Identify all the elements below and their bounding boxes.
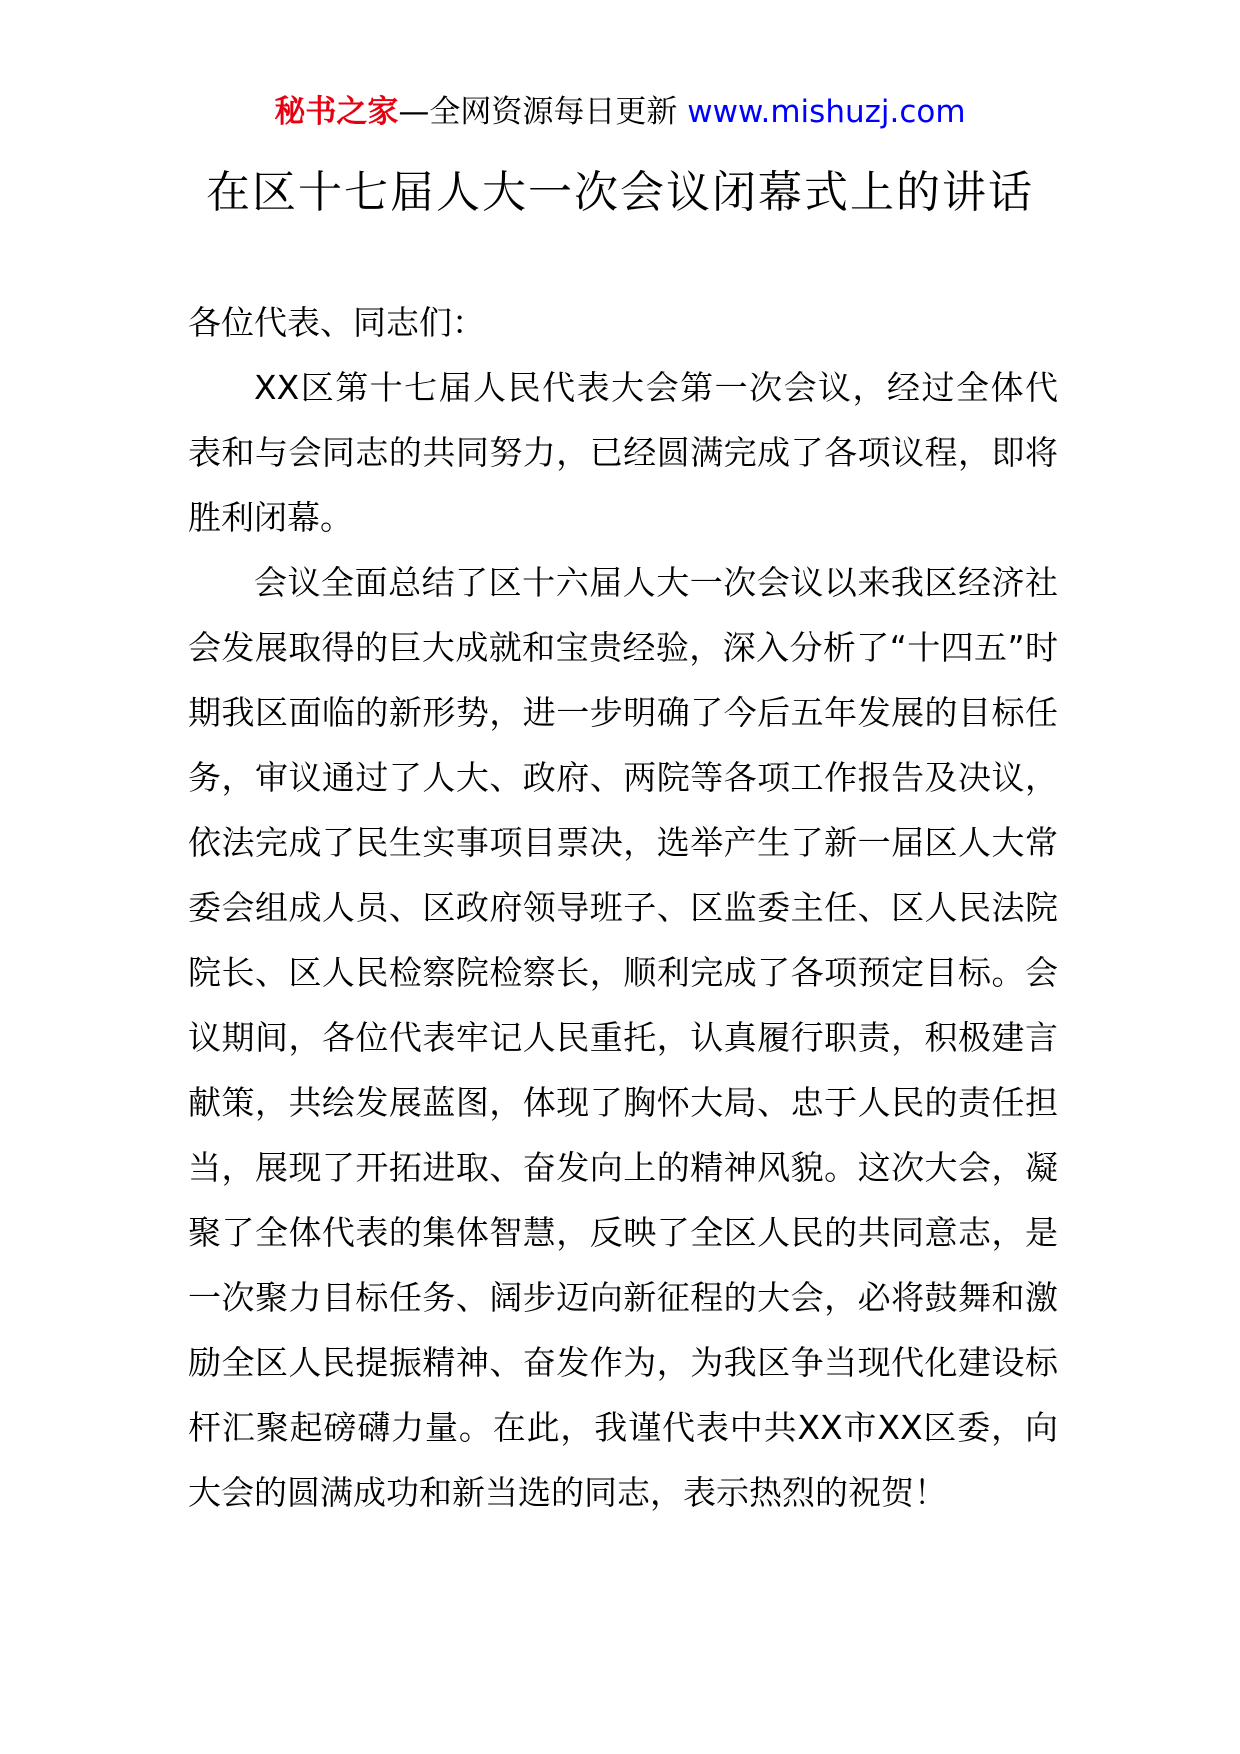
paragraph-2: 会议全面总结了区十六届人大一次会议以来我区经济社会发展取得的巨大成就和宝贵经验，深入分析了“十四五”时期我区面临的新形势，进一步明确了今后五年发展的目标任务，审议通过了人大、政府、两院等各项工作报告及决议，依法完成了民生实事项目票决，选举产生了新一届区人大常委会组成人员、区政府领导班子、区监委主任、区人民法院院长、区人民检察院检察长，顺利完成了各项预定目标。会议期间，各位代表牢记人民重托，认真履行职责，积极建言献策，共绘发展蓝图，体现了胸怀大局、忠于人民的责任担当，展现了开拓进取、奋发向上的精神风貌。这次大会，凝聚了全体代表的集体智慧，反映了全区人民的共同意志，是一次聚力目标任务、阔步迈向新征程的大会，必将鼓舞和激励全区人民提振精神、奋发作为，为我区争当现代化建设标杆汇聚起磅礴力量。在此，我谨代表中共XX市XX区委，向大会的圆满成功和新当选的同志，表示热烈的祝贺！ xyxy=(188,563,1058,1512)
site-tagline: —全网资源每日更新 xyxy=(398,94,678,130)
site-brand: 秘书之家 xyxy=(274,94,399,130)
document-title: 在区十七届人大一次会议闭幕式上的讲话 xyxy=(206,167,1034,218)
salutation: 各位代表、同志们： xyxy=(188,303,485,342)
document-body xyxy=(188,290,1058,1525)
paragraph-1: XX区第十七届人民代表大会第一次会议，经过全体代表和与会同志的共同努力，已经圆满完成了各项议程，即将胜利闭幕。 xyxy=(188,368,1058,537)
site-header xyxy=(0,92,1240,132)
site-url-link[interactable]: www.mishuzj.com xyxy=(687,94,966,130)
